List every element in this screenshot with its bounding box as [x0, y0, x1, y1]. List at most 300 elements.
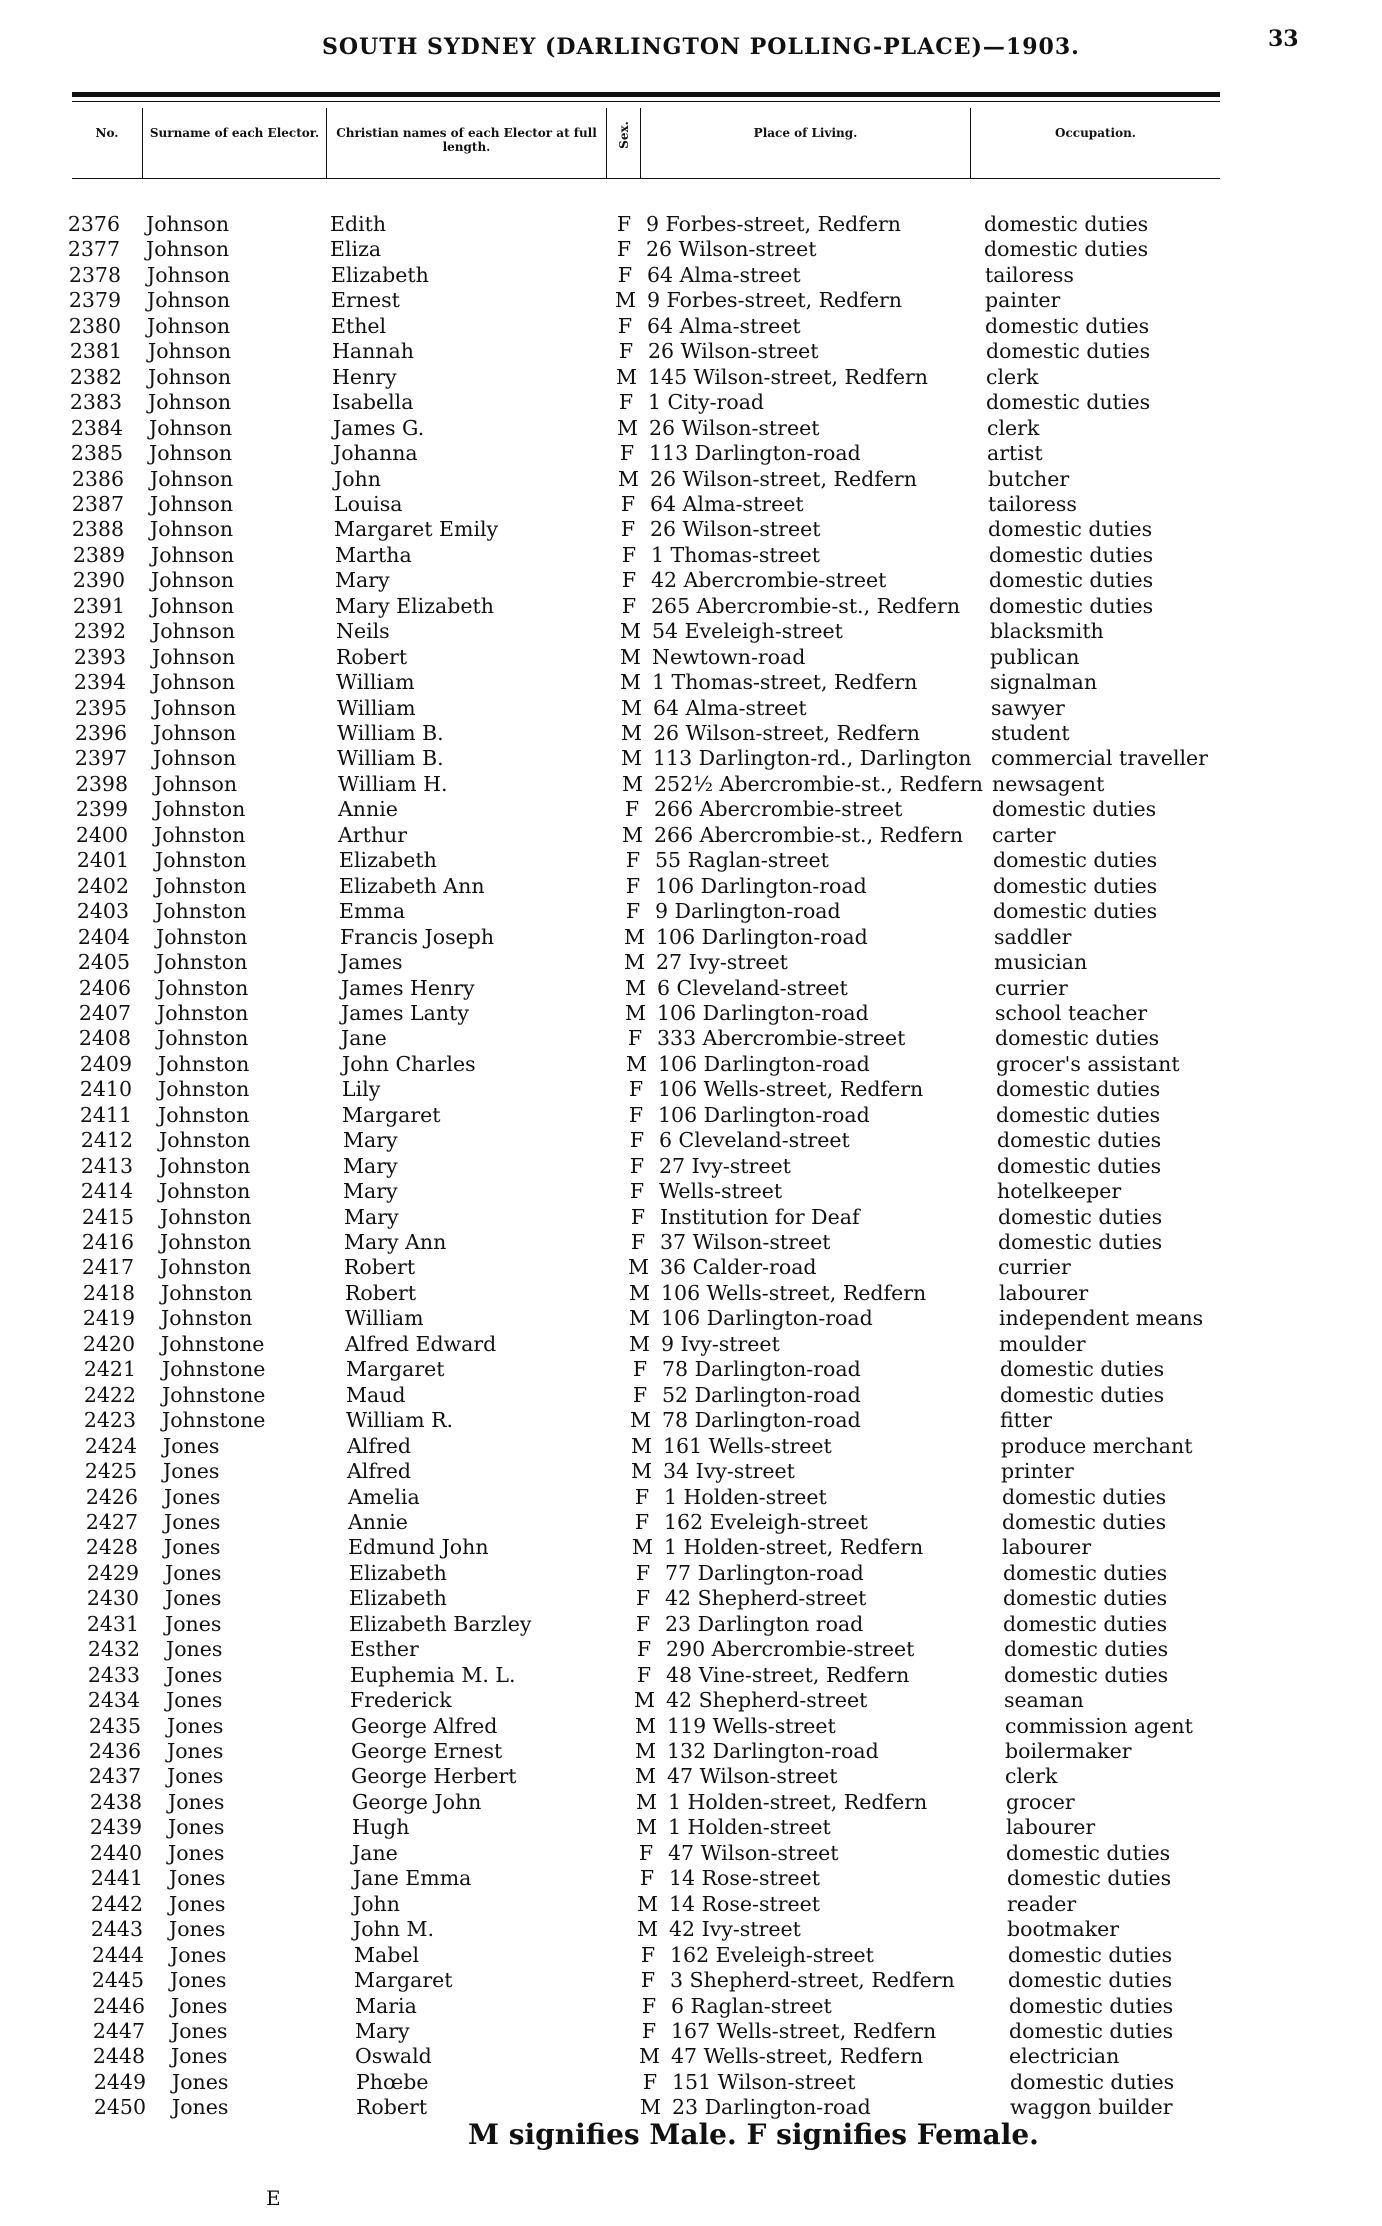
elector-surname: Johnson — [153, 746, 237, 771]
elector-number: 2381 — [69, 339, 122, 364]
elector-christian-names: Alfred — [347, 1459, 412, 1484]
elector-christian-names: William H. — [338, 771, 448, 796]
elector-place-of-living: 6 Cleveland-street — [659, 1128, 850, 1153]
elector-occupation: domestic duties — [1009, 2018, 1174, 2043]
table-row — [0, 1103, 1382, 1128]
elector-place-of-living: 26 Wilson-street — [649, 415, 820, 440]
elector-occupation: domestic duties — [986, 390, 1151, 415]
elector-sex: F — [616, 237, 632, 262]
elector-surname: Johnston — [158, 1051, 250, 1076]
elector-occupation: seaman — [1004, 1688, 1084, 1713]
elector-sex: F — [629, 1128, 645, 1153]
elector-occupation: domestic duties — [1000, 1357, 1165, 1382]
table-row — [0, 1815, 1382, 1840]
elector-christian-names: Elizabeth — [349, 1560, 447, 1585]
elector-place-of-living: 151 Wilson-street — [672, 2069, 856, 2094]
elector-number: 2407 — [78, 1000, 131, 1025]
elector-occupation: commercial traveller — [991, 746, 1208, 771]
table-row — [0, 263, 1382, 288]
elector-place-of-living: 23 Darlington-road — [672, 2095, 871, 2120]
table-row — [0, 543, 1382, 568]
elector-sex: M — [629, 1331, 650, 1356]
elector-surname: Jones — [164, 1484, 221, 1509]
elector-christian-names: Maria — [355, 1993, 417, 2018]
elector-surname: Johnson — [153, 695, 237, 720]
elector-sex: F — [640, 1942, 656, 1967]
elector-sex: F — [621, 593, 637, 618]
elector-number: 2428 — [85, 1535, 138, 1560]
elector-place-of-living: 26 Wilson-street, Redfern — [653, 721, 920, 745]
elector-surname: Johnston — [155, 848, 247, 873]
elector-number: 2410 — [79, 1077, 132, 1102]
elector-place-of-living: 47 Wilson-street — [667, 1764, 838, 1789]
elector-surname: Jones — [168, 1789, 225, 1814]
elector-surname: Johnson — [149, 441, 233, 466]
elector-christian-names: Mary — [343, 1153, 398, 1178]
elector-sex: F — [616, 212, 632, 236]
table-row — [0, 2044, 1382, 2069]
elector-surname: Johnstone — [161, 1331, 265, 1356]
table-row — [0, 339, 1382, 364]
elector-sex: F — [634, 1484, 650, 1509]
elector-number: 2385 — [70, 441, 123, 466]
elector-surname: Johnson — [153, 721, 237, 745]
elector-surname: Jones — [168, 1815, 225, 1840]
elector-christian-names: Arthur — [338, 822, 408, 847]
elector-christian-names: Mary — [344, 1204, 399, 1229]
elector-sex: M — [621, 695, 642, 720]
col-header-christian: Christian names of each Elector at full length. — [326, 108, 606, 178]
table-row — [0, 1637, 1382, 1662]
elector-sex: M — [624, 950, 645, 975]
elector-christian-names: James G. — [333, 415, 425, 440]
elector-place-of-living: 52 Darlington-road — [662, 1382, 861, 1407]
table-row — [0, 1917, 1382, 1942]
elector-christian-names: John — [353, 1891, 400, 1916]
elector-number: 2436 — [88, 1739, 141, 1763]
elector-surname: Jones — [164, 1509, 221, 1534]
elector-sex: F — [641, 2018, 657, 2043]
elector-christian-names: Margaret — [346, 1357, 445, 1382]
elector-sex: F — [621, 568, 637, 593]
table-row — [0, 365, 1382, 390]
table-row — [0, 467, 1382, 492]
elector-number: 2434 — [87, 1688, 140, 1713]
elector-surname: Johnson — [151, 568, 235, 593]
elector-surname: Johnson — [146, 212, 230, 236]
elector-occupation: tailoress — [988, 491, 1077, 516]
elector-place-of-living: 48 Vine-street, Redfern — [666, 1662, 910, 1687]
table-row — [0, 568, 1382, 593]
elector-place-of-living: 26 Wilson-street — [648, 339, 819, 364]
elector-surname: Johnson — [148, 339, 232, 364]
elector-sex: F — [625, 873, 641, 898]
elector-occupation: butcher — [988, 466, 1070, 491]
elector-surname: Johnson — [147, 262, 231, 287]
elector-sex: F — [634, 1509, 650, 1534]
elector-occupation: domestic duties — [1004, 1637, 1169, 1662]
table-row — [0, 1866, 1382, 1891]
elector-number: 2445 — [91, 1968, 144, 1993]
elector-place-of-living: 1 Holden-street — [664, 1484, 827, 1509]
elector-surname: Jones — [169, 1891, 226, 1916]
table-row — [0, 1281, 1382, 1306]
elector-surname: Johnson — [146, 237, 230, 262]
elector-sex: M — [616, 364, 637, 389]
elector-surname: Jones — [167, 1764, 224, 1789]
elector-place-of-living: 1 Thomas-street, Redfern — [652, 670, 918, 695]
elector-sex: F — [629, 1153, 645, 1178]
elector-surname: Johnson — [152, 644, 236, 669]
elector-christian-names: Mary — [335, 568, 390, 593]
elector-sex: F — [617, 262, 633, 287]
elector-place-of-living: 266 Abercrombie-street — [654, 797, 903, 822]
table-row — [0, 1739, 1382, 1764]
elector-occupation: domestic duties — [997, 1153, 1162, 1178]
elector-christian-names: Robert — [356, 2095, 428, 2120]
elector-occupation: domestic duties — [1003, 1586, 1168, 1611]
elector-sex: M — [635, 1713, 656, 1738]
table-row — [0, 416, 1382, 441]
elector-occupation: clerk — [987, 415, 1040, 440]
elector-place-of-living: 37 Wilson-street — [660, 1230, 831, 1254]
elector-sex: F — [636, 1662, 652, 1687]
elector-occupation: domestic duties — [993, 873, 1158, 898]
elector-sex: F — [620, 491, 636, 516]
elector-sex: M — [632, 1535, 653, 1560]
elector-christian-names: Mary — [343, 1179, 398, 1204]
table-row — [0, 1968, 1382, 1993]
elector-occupation: clerk — [1005, 1764, 1058, 1789]
elector-number: 2447 — [92, 2018, 145, 2043]
elector-occupation: domestic duties — [1007, 1866, 1172, 1891]
header-rule — [72, 92, 1220, 97]
elector-number: 2402 — [76, 873, 129, 898]
elector-place-of-living: 145 Wilson-street, Redfern — [648, 364, 928, 389]
elector-christian-names: Louisa — [334, 491, 403, 516]
elector-christian-names: William B. — [337, 746, 444, 771]
elector-place-of-living: 26 Wilson-street, Redfern — [650, 466, 917, 491]
elector-place-of-living: 252½ Abercrombie-st., Redfern — [654, 771, 983, 796]
elector-sex: M — [621, 721, 642, 745]
elector-sex: F — [625, 848, 641, 873]
table-row — [0, 899, 1382, 924]
table-row — [0, 848, 1382, 873]
elector-number: 2383 — [69, 390, 122, 415]
elector-number: 2424 — [84, 1433, 137, 1458]
elector-christian-names: Lily — [342, 1077, 381, 1102]
elector-place-of-living: 333 Abercrombie-street — [657, 1026, 906, 1051]
elector-christian-names: Isabella — [332, 390, 414, 415]
elector-christian-names: James — [340, 950, 403, 975]
elector-christian-names: John — [334, 466, 381, 491]
elector-sex: M — [636, 1815, 657, 1840]
elector-surname: Johnson — [150, 466, 234, 491]
elector-sex: M — [635, 1739, 656, 1763]
elector-sex: M — [640, 2095, 661, 2120]
elector-place-of-living: 64 Alma-street — [653, 695, 807, 720]
elector-christian-names: Margaret — [354, 1968, 453, 1993]
elector-sex: F — [620, 517, 636, 542]
elector-place-of-living: 27 Ivy-street — [659, 1153, 791, 1178]
elector-sex: M — [621, 746, 642, 771]
elector-occupation: domestic duties — [986, 339, 1151, 364]
elector-number: 2430 — [86, 1586, 139, 1611]
elector-place-of-living: Institution for Deaf — [660, 1204, 860, 1229]
table-row — [0, 925, 1382, 950]
elector-christian-names: Neils — [336, 619, 390, 644]
elector-occupation: printer — [1001, 1459, 1074, 1484]
elector-occupation: domestic duties — [989, 542, 1154, 567]
table-row — [0, 594, 1382, 619]
elector-sex: F — [627, 1026, 643, 1051]
table-row — [0, 1205, 1382, 1230]
elector-surname: Johnston — [158, 1077, 250, 1102]
table-row — [0, 1408, 1382, 1433]
elector-occupation: domestic duties — [1004, 1662, 1169, 1687]
elector-surname: Johnston — [155, 873, 247, 898]
elector-surname: Johnson — [148, 364, 232, 389]
elector-surname: Jones — [170, 1942, 227, 1967]
elector-number: 2406 — [78, 975, 131, 1000]
elector-sex: M — [615, 288, 636, 313]
elector-christian-names: Martha — [335, 542, 412, 567]
elector-place-of-living: Wells-street — [659, 1179, 783, 1204]
elector-number: 2429 — [86, 1560, 139, 1585]
elector-sex: F — [621, 542, 637, 567]
elector-place-of-living: 42 Shepherd-street — [666, 1688, 868, 1713]
elector-occupation: labourer — [1006, 1815, 1096, 1840]
elector-place-of-living: 162 Eveleigh-street — [664, 1509, 868, 1534]
elector-surname: Johnson — [152, 670, 236, 695]
elector-sex: M — [631, 1433, 652, 1458]
elector-christian-names: Emma — [339, 899, 406, 924]
elector-place-of-living: 77 Darlington-road — [665, 1560, 864, 1585]
elector-sex: M — [629, 1306, 650, 1331]
elector-number: 2437 — [88, 1764, 141, 1789]
elector-number: 2408 — [78, 1026, 131, 1051]
elector-place-of-living: 290 Abercrombie-street — [666, 1637, 915, 1662]
elector-sex: F — [638, 1840, 654, 1865]
elector-christian-names: Maud — [346, 1382, 406, 1407]
elector-occupation: carter — [992, 822, 1056, 847]
elector-sex: F — [630, 1204, 646, 1229]
elector-number: 2427 — [85, 1509, 138, 1534]
elector-occupation: electrician — [1009, 2044, 1120, 2069]
elector-christian-names: John M. — [353, 1917, 434, 1942]
elector-occupation: grocer — [1006, 1789, 1075, 1814]
table-row — [0, 1561, 1382, 1586]
table-row — [0, 2070, 1382, 2095]
elector-christian-names: Phœbe — [356, 2069, 429, 2094]
elector-place-of-living: 23 Darlington road — [665, 1611, 864, 1636]
col-header-surname: Surname of each Elector. — [142, 108, 326, 178]
elector-sex: M — [636, 1789, 657, 1814]
page-number: 33 — [1268, 26, 1299, 52]
elector-christian-names: Annie — [348, 1509, 408, 1534]
table-row — [0, 696, 1382, 721]
elector-number: 2421 — [83, 1357, 136, 1382]
elector-occupation: student — [991, 721, 1070, 745]
table-row — [0, 492, 1382, 517]
elector-occupation: painter — [985, 288, 1061, 313]
table-row — [0, 976, 1382, 1001]
elector-number: 2444 — [91, 1942, 144, 1967]
elector-christian-names: Hannah — [332, 339, 414, 364]
elector-place-of-living: 64 Alma-street — [647, 313, 801, 338]
elector-place-of-living: 1 City-road — [648, 390, 765, 415]
elector-occupation: newsagent — [992, 771, 1105, 796]
table-row — [0, 874, 1382, 899]
elector-christian-names: Elizabeth Ann — [339, 873, 485, 898]
elector-number: 2426 — [85, 1484, 138, 1509]
elector-occupation: commission agent — [1005, 1713, 1193, 1738]
elector-occupation: currier — [995, 975, 1068, 1000]
elector-occupation: independent means — [999, 1306, 1204, 1331]
elector-occupation: reader — [1007, 1891, 1077, 1916]
elector-occupation: grocer's assistant — [996, 1051, 1180, 1076]
elector-sex: F — [628, 1102, 644, 1127]
elector-number: 2393 — [73, 644, 126, 669]
elector-occupation: domestic duties — [997, 1128, 1162, 1153]
elector-surname: Jones — [165, 1586, 222, 1611]
elector-number: 2386 — [71, 466, 124, 491]
elector-christian-names: Frederick — [350, 1688, 452, 1713]
elector-place-of-living: 1 Holden-street, Redfern — [664, 1535, 924, 1560]
elector-occupation: boilermaker — [1005, 1739, 1132, 1763]
elector-surname: Johnston — [159, 1128, 251, 1153]
elector-occupation: domestic duties — [998, 1230, 1163, 1254]
elector-sex: M — [639, 2044, 660, 2069]
elector-surname: Jones — [164, 1535, 221, 1560]
elector-place-of-living: 9 Forbes-street, Redfern — [647, 288, 903, 313]
elector-number: 2446 — [92, 1993, 145, 2018]
elector-christian-names: Eliza — [330, 237, 382, 262]
elector-surname: Jones — [172, 2069, 229, 2094]
elector-number: 2418 — [82, 1280, 135, 1305]
elector-number: 2397 — [74, 746, 127, 771]
elector-christian-names: Edith — [330, 212, 387, 236]
elector-sex: F — [642, 2069, 658, 2094]
elector-surname: Jones — [165, 1611, 222, 1636]
elector-place-of-living: 3 Shepherd-street, Redfern — [670, 1968, 955, 1993]
elector-place-of-living: 1 Holden-street — [668, 1815, 831, 1840]
elector-number: 2414 — [80, 1179, 133, 1204]
elector-surname: Johnston — [157, 1000, 249, 1025]
elector-sex: F — [635, 1611, 651, 1636]
header-rule-thin — [72, 101, 1220, 102]
elector-number: 2389 — [72, 542, 125, 567]
elector-christian-names: Elizabeth — [349, 1586, 447, 1611]
elector-surname: Johnson — [152, 619, 236, 644]
elector-surname: Johnstone — [162, 1382, 266, 1407]
elector-number: 2392 — [73, 619, 126, 644]
table-row — [0, 1663, 1382, 1688]
table-row — [0, 390, 1382, 415]
elector-place-of-living: 14 Rose-street — [669, 1866, 821, 1891]
elector-place-of-living: 78 Darlington-road — [662, 1408, 861, 1433]
elector-number: 2413 — [80, 1153, 133, 1178]
elector-place-of-living: 1 Thomas-street — [651, 542, 820, 567]
elector-occupation: domestic duties — [1002, 1509, 1167, 1534]
elector-place-of-living: 6 Raglan-street — [671, 1993, 832, 2018]
elector-occupation: fitter — [1000, 1408, 1053, 1433]
elector-christian-names: Margaret Emily — [334, 517, 499, 542]
elector-place-of-living: 14 Rose-street — [669, 1891, 821, 1916]
elector-sex: M — [630, 1408, 651, 1433]
elector-place-of-living: 132 Darlington-road — [667, 1739, 879, 1763]
elector-number: 2441 — [90, 1866, 143, 1891]
elector-number: 2420 — [82, 1331, 135, 1356]
elector-christian-names: Jane Emma — [353, 1866, 472, 1891]
table-row — [0, 1790, 1382, 1815]
table-row — [0, 1688, 1382, 1713]
elector-number: 2384 — [70, 415, 123, 440]
elector-surname: Jones — [166, 1662, 223, 1687]
col-header-sex — [606, 108, 640, 178]
elector-surname: Johnstone — [162, 1408, 266, 1433]
elector-occupation: domestic duties — [989, 593, 1154, 618]
elector-number: 2409 — [79, 1051, 132, 1076]
elector-christian-names: Mary Ann — [344, 1230, 447, 1254]
elector-christian-names: Mary — [355, 2018, 410, 2043]
table-row — [0, 823, 1382, 848]
table-row — [0, 314, 1382, 339]
elector-place-of-living: 6 Cleveland-street — [657, 975, 848, 1000]
elector-place-of-living: 55 Raglan-street — [655, 848, 829, 873]
elector-christian-names: Mary — [343, 1128, 398, 1153]
elector-place-of-living: 106 Darlington-road — [661, 1306, 873, 1331]
elector-place-of-living: 113 Darlington-road — [649, 441, 861, 466]
elector-place-of-living: 9 Forbes-street, Redfern — [646, 212, 902, 236]
elector-number: 2425 — [84, 1459, 137, 1484]
elector-place-of-living: 64 Alma-street — [647, 262, 801, 287]
elector-place-of-living: 106 Darlington-road — [658, 1102, 870, 1127]
elector-occupation: domestic duties — [995, 1026, 1160, 1051]
elector-surname: Jones — [165, 1560, 222, 1585]
elector-christian-names: Ethel — [331, 313, 387, 338]
elector-sex: M — [618, 466, 639, 491]
elector-christian-names: Alfred — [347, 1433, 412, 1458]
elector-occupation: domestic duties — [996, 1102, 1161, 1127]
table-row — [0, 1510, 1382, 1535]
col-header-occupation: Occupation. — [970, 108, 1220, 178]
elector-occupation: domestic duties — [993, 848, 1158, 873]
elector-occupation: domestic duties — [984, 212, 1149, 236]
elector-surname: Johnson — [151, 542, 235, 567]
elector-place-of-living: 167 Wells-street, Redfern — [671, 2018, 937, 2043]
elector-surname: Johnston — [156, 924, 248, 949]
elector-sex: F — [630, 1230, 646, 1254]
elector-surname: Johnson — [149, 415, 233, 440]
table-row — [0, 237, 1382, 262]
elector-sex: M — [622, 771, 643, 796]
elector-sex: F — [628, 1077, 644, 1102]
elector-number: 2432 — [87, 1637, 140, 1662]
elector-surname: Johnstone — [162, 1357, 266, 1382]
elector-christian-names: James Henry — [341, 975, 475, 1000]
elector-number: 2411 — [79, 1102, 132, 1127]
elector-christian-names: Edmund John — [348, 1535, 489, 1560]
elector-sex: F — [617, 313, 633, 338]
table-row — [0, 1434, 1382, 1459]
elector-surname: Jones — [167, 1713, 224, 1738]
table-row — [0, 1052, 1382, 1077]
elector-number: 2377 — [67, 237, 120, 262]
elector-occupation: signalman — [990, 670, 1098, 695]
elector-occupation: bootmaker — [1007, 1917, 1120, 1942]
elector-number: 2404 — [77, 924, 130, 949]
